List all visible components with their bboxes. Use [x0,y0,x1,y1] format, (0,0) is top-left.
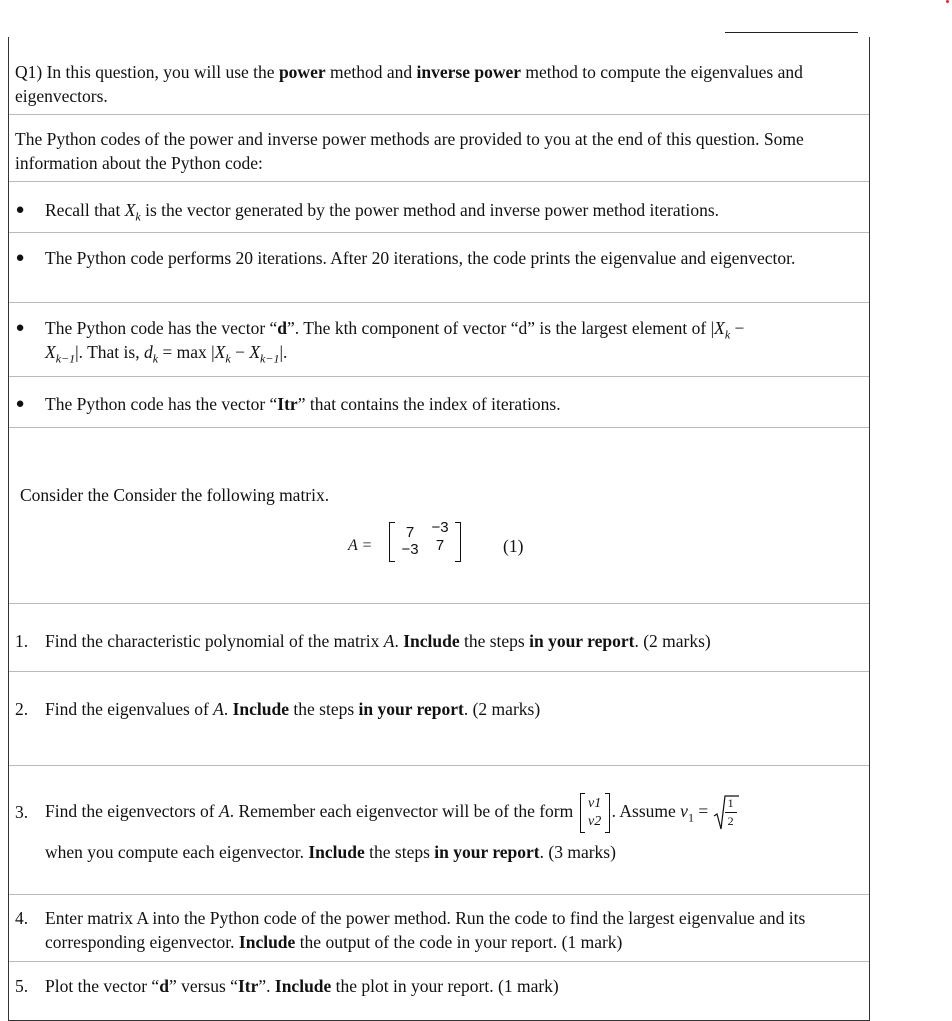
item-text: the steps [364,842,435,862]
bullet-item-iterations: The Python code performs 20 iterations. After 20 iterations, the code prints the eigenvalue and eigenvector. [45,248,796,268]
divider [9,671,869,672]
bold-include: Include [403,631,460,651]
math-op: − [730,318,745,338]
divider [9,302,869,303]
item-text: Enter matrix A into the Python code of the power method. Run the code to find the largest eigenvalue and its corresponding eigenvector. [45,908,806,952]
math-op: − [230,342,250,362]
eigenvector-form [580,793,610,833]
matrix-bracket-left [389,522,395,562]
item-text: the steps [459,631,530,651]
bold-include: Include [308,842,365,862]
item-text: . [223,699,233,719]
bullet-text: Recall that [45,200,125,220]
bullet-text: ”. The kth component of vector “d” is the largest element of | [287,318,715,338]
equation-number: (1) [503,536,524,556]
item-number: 1. [15,631,29,651]
divider [9,376,869,377]
math-var: X [214,342,226,362]
bullet-text: ” that contains the index of iterations. [297,394,561,414]
divider [9,114,869,115]
question-label: Q1) [15,62,43,82]
bold-itr: Itr [277,394,298,414]
math-var: X [45,342,56,362]
bullet-item-xk [45,198,860,222]
consider-matrix-text: Consider the Consider the following matrix. [20,485,330,505]
divider [9,894,869,895]
intro-text: In this question, you will use the [42,62,279,82]
bold-report: in your report [529,631,635,651]
math-var: X [714,318,725,338]
header-rule [725,32,858,33]
bullet-dot: ● [15,250,25,266]
python-info-paragraph: The Python codes of the power and inverse power methods are provided to you at the end of this question. Some information about the Python code: [15,129,804,173]
divider [9,765,869,766]
bullet-item-itr [45,392,860,416]
item-eigenvectors [45,790,860,833]
item-text: . Assume [611,801,681,821]
item-characteristic-polynomial [45,629,860,653]
divider [9,961,869,962]
intro-text: method and [325,62,417,82]
math-sub: k [135,209,141,224]
math-sub: k [225,351,231,366]
item-eigenvalues [45,697,860,721]
bullet-text: The Python code has the vector “ [45,318,278,338]
divider [9,181,869,182]
item-text: when you compute each eigenvector. [45,842,309,862]
bullet-dot: ● [15,202,25,218]
matrix-cell: 7 [435,537,445,554]
math-var: X [249,342,261,362]
item-text: the plot in your report. (1 mark) [331,976,559,996]
bold-include: Include [232,699,290,719]
math-var: d [143,342,153,362]
bold-report: in your report [434,842,540,862]
math-sub: k−1 [260,351,280,366]
item-text: . Remember each eigenvector will be of the form [229,801,578,821]
item-number: 4. [15,908,29,928]
bullet-text: is the vector generated by the power method and inverse power method iterations. [140,200,720,220]
matrix-cell: −3 [401,541,419,558]
fraction-denominator: 2 [727,813,734,828]
intro-bold-power: power [278,62,326,82]
fraction [725,796,737,829]
item-text: the output of the code in your report. (1 mark) [295,932,623,952]
math-sub: 1 [687,810,694,825]
bold-report: in your report [358,699,464,719]
divider [9,427,869,428]
item-number: 3. [15,802,29,822]
vector-entry: v2 [588,813,602,829]
vector-bracket-right [605,793,610,833]
math-sub: k [724,327,731,342]
math-var: v [680,801,688,821]
bold-itr: Itr [237,976,259,996]
item-text: . (3 marks) [539,842,616,862]
bullet-text: |. [279,342,288,362]
item-text: . (2 marks) [463,699,541,719]
bold-d: d [159,976,169,996]
bold-d: d [277,318,288,338]
item-eigenvectors-line2 [45,840,860,864]
question-intro [15,60,863,108]
fraction-numerator: 1 [727,795,734,810]
math-var: A [218,801,230,821]
item-text: the steps [289,699,359,719]
corner-mark [946,0,949,3]
divider [9,232,869,233]
matrix-bracket-right [455,522,461,562]
math-sub: k−1 [55,351,76,366]
math-var: A [383,631,395,651]
divider [9,603,869,604]
item-text: ” versus “ [168,976,238,996]
item-number: 2. [15,699,29,719]
vector-entry: v1 [588,795,602,811]
sqrt-fraction [713,794,739,832]
item-text: . [394,631,404,651]
item-text: . (2 marks) [634,631,711,651]
math-op: = max | [158,342,215,362]
item-text: Plot the vector “ [45,976,160,996]
bold-include: Include [274,976,332,996]
item-text: ”. [258,976,275,996]
item-text: Find the characteristic polynomial of the matrix [45,631,384,651]
matrix-cell: 7 [405,524,415,541]
matrix-label: A = [348,537,373,554]
intro-bold-inverse: inverse power [416,62,521,82]
item-plot-d-vs-itr [45,974,860,998]
item-text: Find the eigenvalues of [45,699,214,719]
bullet-item-vector-d [45,316,860,364]
math-var: X [124,200,136,220]
item-number: 5. [15,976,29,996]
bullet-text: The Python code has the vector “ [45,394,278,414]
math-sub: k [152,351,159,366]
bullet-text: |. That is, [75,342,144,362]
bold-include: Include [238,932,296,952]
bullet-dot: ● [15,320,25,336]
intro-text: method to compute the eigenvalues and eigenvectors. [15,62,803,106]
item-text: Find the eigenvectors of [45,801,219,821]
bullet-dot: ● [15,396,25,412]
item-power-method-run [45,906,860,954]
math-op: = [693,801,713,821]
matrix-cell: −3 [431,519,449,536]
math-var: A [213,699,224,719]
fraction-bar [725,812,737,813]
